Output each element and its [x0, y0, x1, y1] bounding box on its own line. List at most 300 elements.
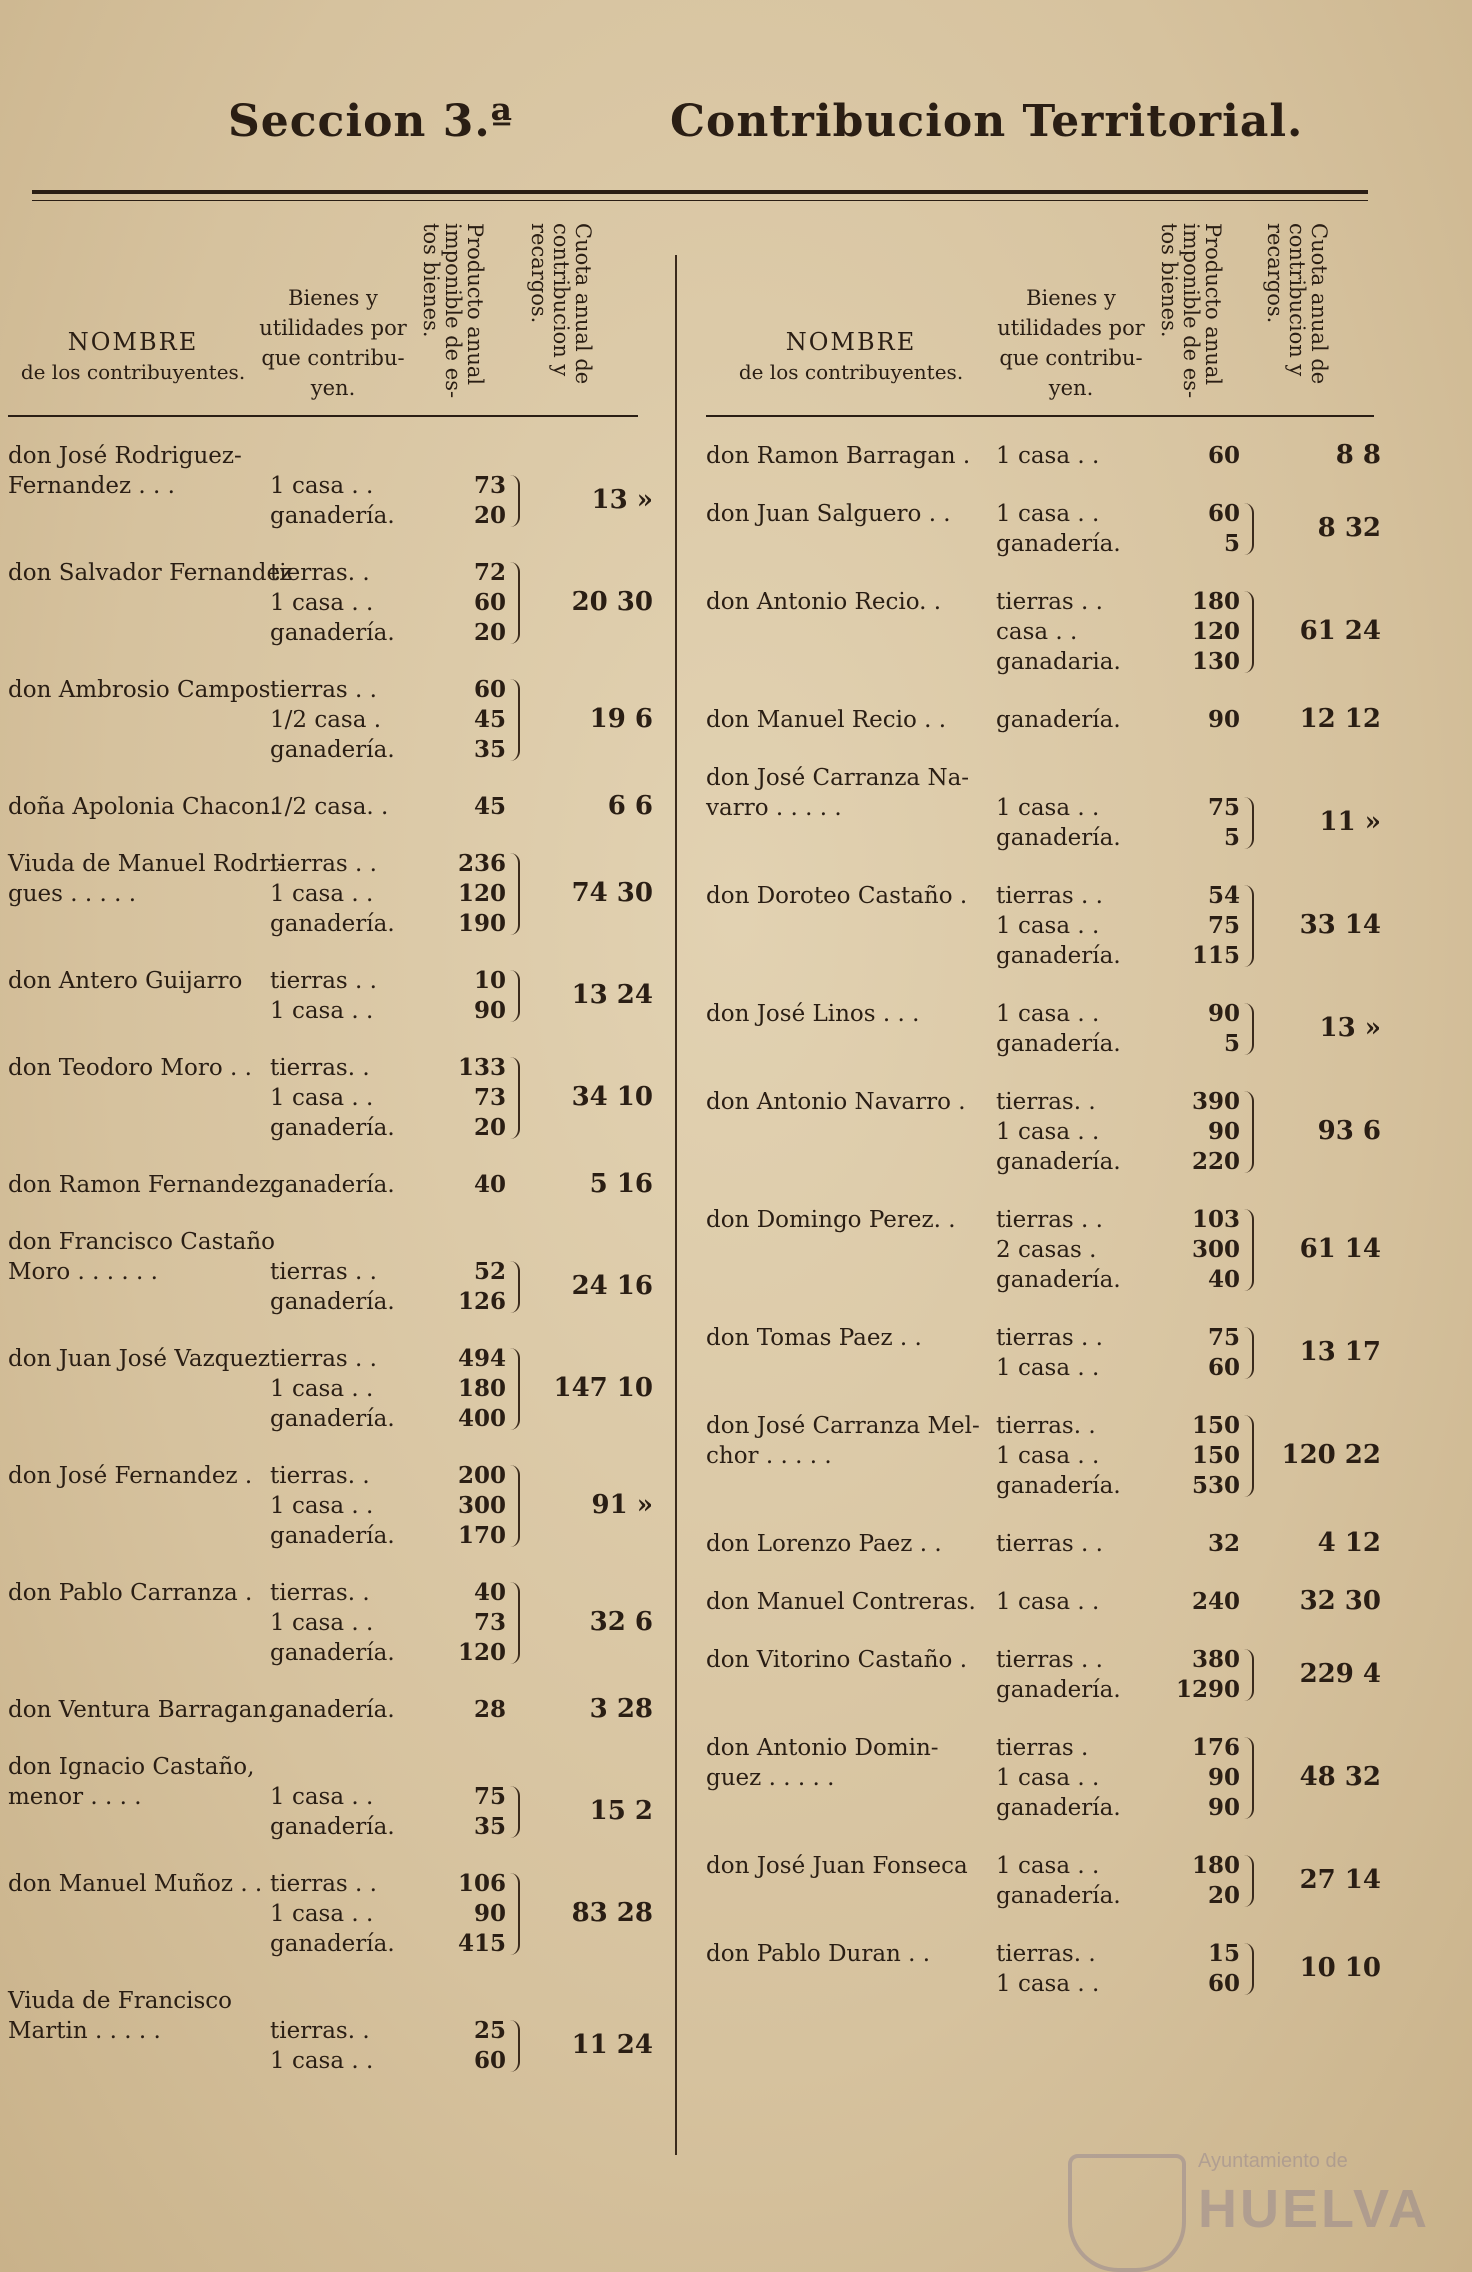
contributor-name: Viuda de Manuel Rodri- gues . . . . .: [8, 851, 285, 907]
producto-value: 380: [1191, 1646, 1240, 1673]
producto-value: 390: [1191, 1088, 1240, 1115]
bienes-list: [996, 1645, 1136, 1705]
producto-value: 60: [1207, 1970, 1240, 1997]
bienes-item: ganadería.: [996, 707, 1121, 733]
producto-values: [416, 1170, 506, 1200]
producto-values: [416, 675, 506, 765]
producto-value: 60: [1207, 500, 1240, 527]
producto-values: [1150, 1733, 1240, 1823]
producto-value: 72: [473, 559, 506, 586]
bienes-list: [270, 1578, 400, 1668]
bienes-item: 1 casa . .: [270, 1784, 374, 1810]
bienes-list: [996, 793, 1136, 853]
producto-value: 73: [473, 1084, 506, 1111]
bienes-item: tierras. .: [270, 1463, 370, 1489]
producto-value: 190: [457, 910, 506, 937]
bienes-list: [270, 792, 400, 822]
bienes-item: tierras. .: [270, 560, 370, 586]
producto-values: [1150, 1587, 1240, 1617]
cuota-value: 74 30: [571, 878, 653, 908]
producto-value: 5: [1223, 530, 1240, 557]
cuota-value: 32 30: [1299, 1586, 1381, 1616]
bienes-item: ganadería.: [270, 503, 395, 529]
producto-value: 45: [473, 706, 506, 733]
right-column: [706, 205, 1381, 1997]
table-header-right: [706, 205, 1374, 417]
producto-value: 20: [473, 619, 506, 646]
bienes-item: 1 casa . .: [270, 1493, 374, 1519]
producto-values: [1150, 999, 1240, 1059]
cuota-value: 3 28: [589, 1694, 653, 1724]
bienes-list: [270, 675, 400, 765]
cuota-value: 20 30: [571, 587, 653, 617]
bienes-item: ganadería.: [270, 1931, 395, 1957]
contributor-name: don José Linos . . .: [706, 1001, 920, 1027]
producto-value: 400: [457, 1405, 506, 1432]
bienes-item: 1/2 casa. .: [270, 794, 389, 820]
producto-value: 300: [457, 1492, 506, 1519]
bienes-item: ganadería.: [270, 1406, 395, 1432]
bienes-item: 1 casa . .: [996, 1001, 1100, 1027]
contributor-name: don José Juan Fonseca: [706, 1853, 968, 1879]
left-column: [8, 205, 653, 2074]
bienes-list: [996, 881, 1136, 971]
contributor-name: don José Fernandez .: [8, 1463, 253, 1489]
producto-values: [1150, 1851, 1240, 1911]
bienes-item: 1 casa . .: [270, 1085, 374, 1111]
producto-value: 15: [1207, 1940, 1240, 1967]
contributor-name: don Teodoro Moro . .: [8, 1055, 252, 1081]
contributor-name: don Pablo Carranza .: [8, 1580, 253, 1606]
bienes-list: [996, 587, 1136, 677]
producto-value: 90: [473, 1900, 506, 1927]
producto-value: 20: [1207, 1882, 1240, 1909]
bienes-list: [996, 1587, 1136, 1617]
bienes-item: ganadería.: [996, 1149, 1121, 1175]
cuota-value: 15 2: [589, 1796, 653, 1826]
producto-values: [416, 1344, 506, 1434]
bienes-list: [996, 1411, 1136, 1501]
bienes-item: tierras. .: [270, 2018, 370, 2044]
producto-value: 5: [1223, 824, 1240, 851]
producto-value: 103: [1191, 1206, 1240, 1233]
brace-mark: [510, 853, 520, 935]
cuota-value: 13 »: [1319, 1013, 1381, 1043]
brace-mark: [510, 1261, 520, 1313]
cuota-value: 5 16: [589, 1169, 653, 1199]
brace-mark: [510, 2020, 520, 2072]
cuota-header: Cuota anual de contribucion y recargos.: [527, 223, 595, 385]
bienes-list: [996, 441, 1136, 471]
bienes-item: tierras. .: [996, 1089, 1096, 1115]
bienes-item: ganadería.: [270, 737, 395, 763]
cuota-value: 12 12: [1299, 704, 1381, 734]
producto-value: 60: [1207, 1354, 1240, 1381]
contributor-name: don José Carranza Mel- chor . . . . .: [706, 1413, 980, 1469]
bienes-list: [996, 1529, 1136, 1559]
bienes-item: tierras . .: [996, 1325, 1103, 1351]
page-title: Contribucion Territorial.: [670, 96, 1304, 147]
producto-value: 90: [1207, 706, 1240, 733]
bienes-item: ganadería.: [996, 1677, 1121, 1703]
producto-value: 240: [1191, 1588, 1240, 1615]
bienes-item: tierras . .: [996, 589, 1103, 615]
cuota-value: 83 28: [571, 1898, 653, 1928]
nombre-header: [8, 327, 258, 387]
producto-value: 10: [473, 967, 506, 994]
bienes-item: ganadería.: [996, 825, 1121, 851]
bienes-header: Bienes y utilidades por que contribu-yen.: [259, 286, 407, 400]
bienes-item: tierras . .: [996, 883, 1103, 909]
bienes-item: tierras. .: [270, 1580, 370, 1606]
bienes-list: [270, 1053, 400, 1143]
producto-value: 115: [1191, 942, 1240, 969]
bienes-item: tierras . .: [270, 677, 377, 703]
bienes-item: tierras . .: [270, 968, 377, 994]
cuota-value: 120 22: [1281, 1440, 1381, 1470]
section-label: Seccion 3.ª: [228, 96, 514, 147]
bienes-item: ganadería.: [270, 1814, 395, 1840]
producto-value: 5: [1223, 1030, 1240, 1057]
producto-values: [1150, 1411, 1240, 1501]
producto-values: [416, 2016, 506, 2076]
bienes-item: ganadería.: [270, 1697, 395, 1723]
producto-values: [416, 1782, 506, 1842]
bienes-item: 1 casa . .: [270, 881, 374, 907]
contributor-name: don Antonio Domin- guez . . . . .: [706, 1735, 939, 1791]
bienes-list: [270, 1869, 400, 1959]
brace-mark: [1244, 1209, 1254, 1291]
bienes-list: [996, 999, 1136, 1059]
producto-value: 75: [1207, 912, 1240, 939]
bienes-item: tierras . .: [270, 1871, 377, 1897]
producto-value: 60: [1207, 442, 1240, 469]
cuota-value: 13 17: [1299, 1337, 1381, 1367]
contributor-name: don Pablo Duran . .: [706, 1941, 931, 1967]
contributor-name: don Tomas Paez . .: [706, 1325, 922, 1351]
producto-value: 133: [457, 1054, 506, 1081]
contributor-name: don José Rodriguez- Fernandez . . .: [8, 443, 242, 499]
bienes-item: ganadería.: [996, 1883, 1121, 1909]
top-rule: [32, 190, 1368, 194]
contributor-name: don Ignacio Castaño, menor . . . .: [8, 1754, 255, 1810]
cuota-value: 229 4: [1299, 1659, 1381, 1689]
bienes-item: 1 casa . .: [270, 1376, 374, 1402]
page-heading: [0, 96, 1472, 156]
cuota-value: 8 8: [1335, 440, 1381, 470]
bienes-item: ganadería.: [270, 1172, 395, 1198]
producto-value: 35: [473, 736, 506, 763]
brace-mark: [1244, 885, 1254, 967]
bienes-item: ganadería.: [996, 1473, 1121, 1499]
brace-mark: [510, 1873, 520, 1955]
producto-value: 126: [457, 1288, 506, 1315]
watermark-stamp: [1060, 2150, 1430, 2260]
bienes-item: ganadería.: [996, 531, 1121, 557]
bienes-item: ganadería.: [270, 1523, 395, 1549]
producto-value: 40: [1207, 1266, 1240, 1293]
brace-mark: [1244, 1855, 1254, 1907]
producto-values: [1150, 1645, 1240, 1705]
bienes-item: ganadería.: [270, 911, 395, 937]
bienes-item: 1 casa . .: [270, 1610, 374, 1636]
bienes-item: 1/2 casa .: [270, 707, 382, 733]
bienes-list: [270, 849, 400, 939]
bienes-item: 1 casa . .: [996, 913, 1100, 939]
producto-value: 90: [1207, 1794, 1240, 1821]
producto-values: [416, 558, 506, 648]
bienes-item: 1 casa . .: [270, 590, 374, 616]
producto-value: 494: [457, 1345, 506, 1372]
nombre-header-sub: de los contribuyentes.: [20, 360, 246, 384]
producto-value: 120: [457, 880, 506, 907]
producto-value: 73: [473, 472, 506, 499]
cuota-value: 11 24: [571, 2030, 653, 2060]
bienes-item: 1 casa . .: [996, 1853, 1100, 1879]
coat-of-arms-icon: [1068, 2154, 1186, 2272]
bienes-item: tierras. .: [996, 1413, 1096, 1439]
producto-value: 415: [457, 1930, 506, 1957]
producto-values: [1150, 587, 1240, 677]
contributor-name: don Antero Guijarro: [8, 968, 243, 994]
bienes-item: 2 casas .: [996, 1237, 1097, 1263]
top-rule-thin: [32, 200, 1368, 201]
cuota-value: 13 24: [571, 980, 653, 1010]
contributor-name: don Manuel Contreras.: [706, 1589, 976, 1615]
bienes-item: 1 casa . .: [270, 1901, 374, 1927]
bienes-item: 1 casa . .: [996, 1589, 1100, 1615]
bienes-item: 1 casa . .: [996, 1443, 1100, 1469]
brace-mark: [1244, 1649, 1254, 1701]
contributor-name: don Ambrosio Campos: [8, 677, 271, 703]
producto-value: 220: [1191, 1148, 1240, 1175]
nombre-header-label: NOMBRE: [67, 328, 199, 356]
producto-value: 90: [1207, 1000, 1240, 1027]
producto-value: 176: [1191, 1734, 1240, 1761]
contributor-name: don Vitorino Castaño .: [706, 1647, 968, 1673]
producto-header: Producto anual imponible de es-tos bienes.: [419, 223, 487, 399]
bienes-item: 1 casa . .: [270, 473, 374, 499]
contributor-name: don Juan Salguero . .: [706, 501, 951, 527]
cuota-value: 33 14: [1299, 910, 1381, 940]
producto-value: 236: [457, 850, 506, 877]
producto-values: [416, 1461, 506, 1551]
brace-mark: [510, 970, 520, 1022]
bienes-item: 1 casa . .: [996, 501, 1100, 527]
producto-values: [416, 1257, 506, 1317]
contributor-name: don Ramon Barragan .: [706, 443, 971, 469]
producto-values: [1150, 881, 1240, 971]
brace-mark: [1244, 1943, 1254, 1995]
producto-value: 530: [1191, 1472, 1240, 1499]
watermark-line2: HUELVA: [1198, 2179, 1430, 2239]
bienes-item: tierras . .: [996, 1531, 1103, 1557]
producto-header: Producto anual imponible de es-tos bienes.: [1157, 223, 1225, 399]
bienes-item: ganadería.: [996, 1031, 1121, 1057]
bienes-list: [270, 1344, 400, 1434]
brace-mark: [1244, 1737, 1254, 1819]
cuota-value: 8 32: [1317, 513, 1381, 543]
producto-value: 75: [1207, 794, 1240, 821]
producto-value: 90: [1207, 1764, 1240, 1791]
bienes-item: 1 casa . .: [996, 1355, 1100, 1381]
producto-value: 150: [1191, 1442, 1240, 1469]
producto-value: 52: [473, 1258, 506, 1285]
bienes-list: [270, 1782, 400, 1842]
table-header-left: [8, 205, 638, 417]
producto-value: 60: [473, 2047, 506, 2074]
producto-value: 40: [473, 1579, 506, 1606]
bienes-item: tierras. .: [996, 1941, 1096, 1967]
producto-value: 150: [1191, 1412, 1240, 1439]
producto-values: [416, 1869, 506, 1959]
contributor-name: don Ramon Fernandez.: [8, 1172, 279, 1198]
bienes-header: Bienes y utilidades por que contribu-yen.: [997, 286, 1145, 400]
producto-value: 170: [457, 1522, 506, 1549]
contributor-name: don Manuel Recio . .: [706, 707, 947, 733]
producto-values: [1150, 1939, 1240, 1999]
producto-value: 120: [457, 1639, 506, 1666]
cuota-header: Cuota anual de contribucion y recargos.: [1263, 223, 1331, 385]
cuota-value: 61 14: [1299, 1234, 1381, 1264]
producto-value: 180: [457, 1375, 506, 1402]
producto-values: [1150, 1529, 1240, 1559]
bienes-list: [270, 1461, 400, 1551]
bienes-item: ganadería.: [996, 1795, 1121, 1821]
brace-mark: [1244, 1415, 1254, 1497]
contributor-name: don Antonio Recio. .: [706, 589, 942, 615]
contributor-name: don Domingo Perez. .: [706, 1207, 956, 1233]
producto-value: 200: [457, 1462, 506, 1489]
cuota-value: 19 6: [589, 704, 653, 734]
bienes-list: [270, 1170, 400, 1200]
cuota-value: 13 »: [591, 485, 653, 515]
bienes-item: 1 casa . .: [270, 998, 374, 1024]
cuota-value: 11 »: [1319, 807, 1381, 837]
producto-value: 90: [1207, 1118, 1240, 1145]
producto-values: [1150, 441, 1240, 471]
producto-values: [416, 849, 506, 939]
brace-mark: [510, 679, 520, 761]
contributor-name: don Juan José Vazquez: [8, 1346, 270, 1372]
bienes-item: tierras . .: [996, 1207, 1103, 1233]
producto-values: [416, 966, 506, 1026]
producto-value: 130: [1191, 648, 1240, 675]
bienes-item: ganadaria.: [996, 649, 1121, 675]
bienes-item: 1 casa . .: [996, 1971, 1100, 1997]
producto-value: 300: [1191, 1236, 1240, 1263]
producto-values: [1150, 793, 1240, 853]
contributor-name: don Antonio Navarro .: [706, 1089, 966, 1115]
producto-value: 180: [1191, 588, 1240, 615]
bienes-item: tierras. .: [270, 1055, 370, 1081]
bienes-item: ganadería.: [270, 620, 395, 646]
producto-values: [416, 1578, 506, 1668]
producto-value: 60: [473, 676, 506, 703]
producto-values: [416, 471, 506, 531]
brace-mark: [1244, 1003, 1254, 1055]
producto-value: 1290: [1175, 1676, 1240, 1703]
producto-value: 106: [457, 1870, 506, 1897]
bienes-list: [270, 558, 400, 648]
cuota-value: 48 32: [1299, 1762, 1381, 1792]
producto-value: 20: [473, 502, 506, 529]
bienes-list: [996, 499, 1136, 559]
bienes-item: 1 casa . .: [996, 795, 1100, 821]
bienes-list: [996, 705, 1136, 735]
brace-mark: [510, 1465, 520, 1547]
cuota-value: 32 6: [589, 1607, 653, 1637]
contributor-name: don Ventura Barragan.: [8, 1697, 275, 1723]
producto-value: 60: [473, 589, 506, 616]
brace-mark: [1244, 797, 1254, 849]
bienes-item: ganadería.: [270, 1289, 395, 1315]
bienes-list: [270, 966, 400, 1026]
cuota-value: 93 6: [1317, 1116, 1381, 1146]
brace-mark: [1244, 1327, 1254, 1379]
bienes-list: [996, 1851, 1136, 1911]
producto-values: [1150, 499, 1240, 559]
cuota-value: 27 14: [1299, 1865, 1381, 1895]
brace-mark: [1244, 591, 1254, 673]
bienes-list: [270, 1695, 400, 1725]
producto-values: [416, 1053, 506, 1143]
brace-mark: [510, 1348, 520, 1430]
contributor-name: don Francisco Castaño Moro . . . . . .: [8, 1229, 275, 1285]
producto-value: 25: [473, 2017, 506, 2044]
producto-value: 28: [473, 1696, 506, 1723]
nombre-header: [706, 327, 996, 387]
bienes-item: 1 casa . .: [996, 443, 1100, 469]
bienes-item: ganadería.: [996, 1267, 1121, 1293]
brace-mark: [510, 475, 520, 527]
producto-value: 40: [473, 1171, 506, 1198]
producto-value: 180: [1191, 1852, 1240, 1879]
bienes-list: [996, 1733, 1136, 1823]
bienes-list: [270, 1257, 400, 1317]
cuota-value: 91 »: [591, 1490, 653, 1520]
brace-mark: [510, 1582, 520, 1664]
bienes-item: ganadería.: [996, 943, 1121, 969]
producto-values: [1150, 1323, 1240, 1383]
bienes-item: 1 casa . .: [270, 2048, 374, 2074]
bienes-item: tierras .: [996, 1735, 1089, 1761]
bienes-list: [996, 1939, 1136, 1999]
contributor-name: don Doroteo Castaño .: [706, 883, 968, 909]
cuota-value: 10 10: [1299, 1953, 1381, 1983]
contributor-name: don Salvador Fernandez: [8, 560, 293, 586]
bienes-list: [996, 1087, 1136, 1177]
cuota-value: 61 24: [1299, 616, 1381, 646]
bienes-item: tierras . .: [996, 1647, 1103, 1673]
producto-values: [1150, 1087, 1240, 1177]
brace-mark: [510, 1786, 520, 1838]
bienes-list: [996, 1323, 1136, 1383]
bienes-item: ganadería.: [270, 1115, 395, 1141]
cuota-value: 24 16: [571, 1271, 653, 1301]
bienes-list: [270, 471, 400, 531]
producto-value: 20: [473, 1114, 506, 1141]
producto-value: 32: [1207, 1530, 1240, 1557]
producto-values: [1150, 705, 1240, 735]
cuota-value: 34 10: [571, 1082, 653, 1112]
brace-mark: [510, 1057, 520, 1139]
bienes-item: 1 casa . .: [996, 1119, 1100, 1145]
bienes-item: tierras . .: [270, 1346, 377, 1372]
producto-value: 90: [473, 997, 506, 1024]
producto-value: 75: [473, 1783, 506, 1810]
contributor-name: don José Carranza Na- varro . . . . .: [706, 765, 970, 821]
